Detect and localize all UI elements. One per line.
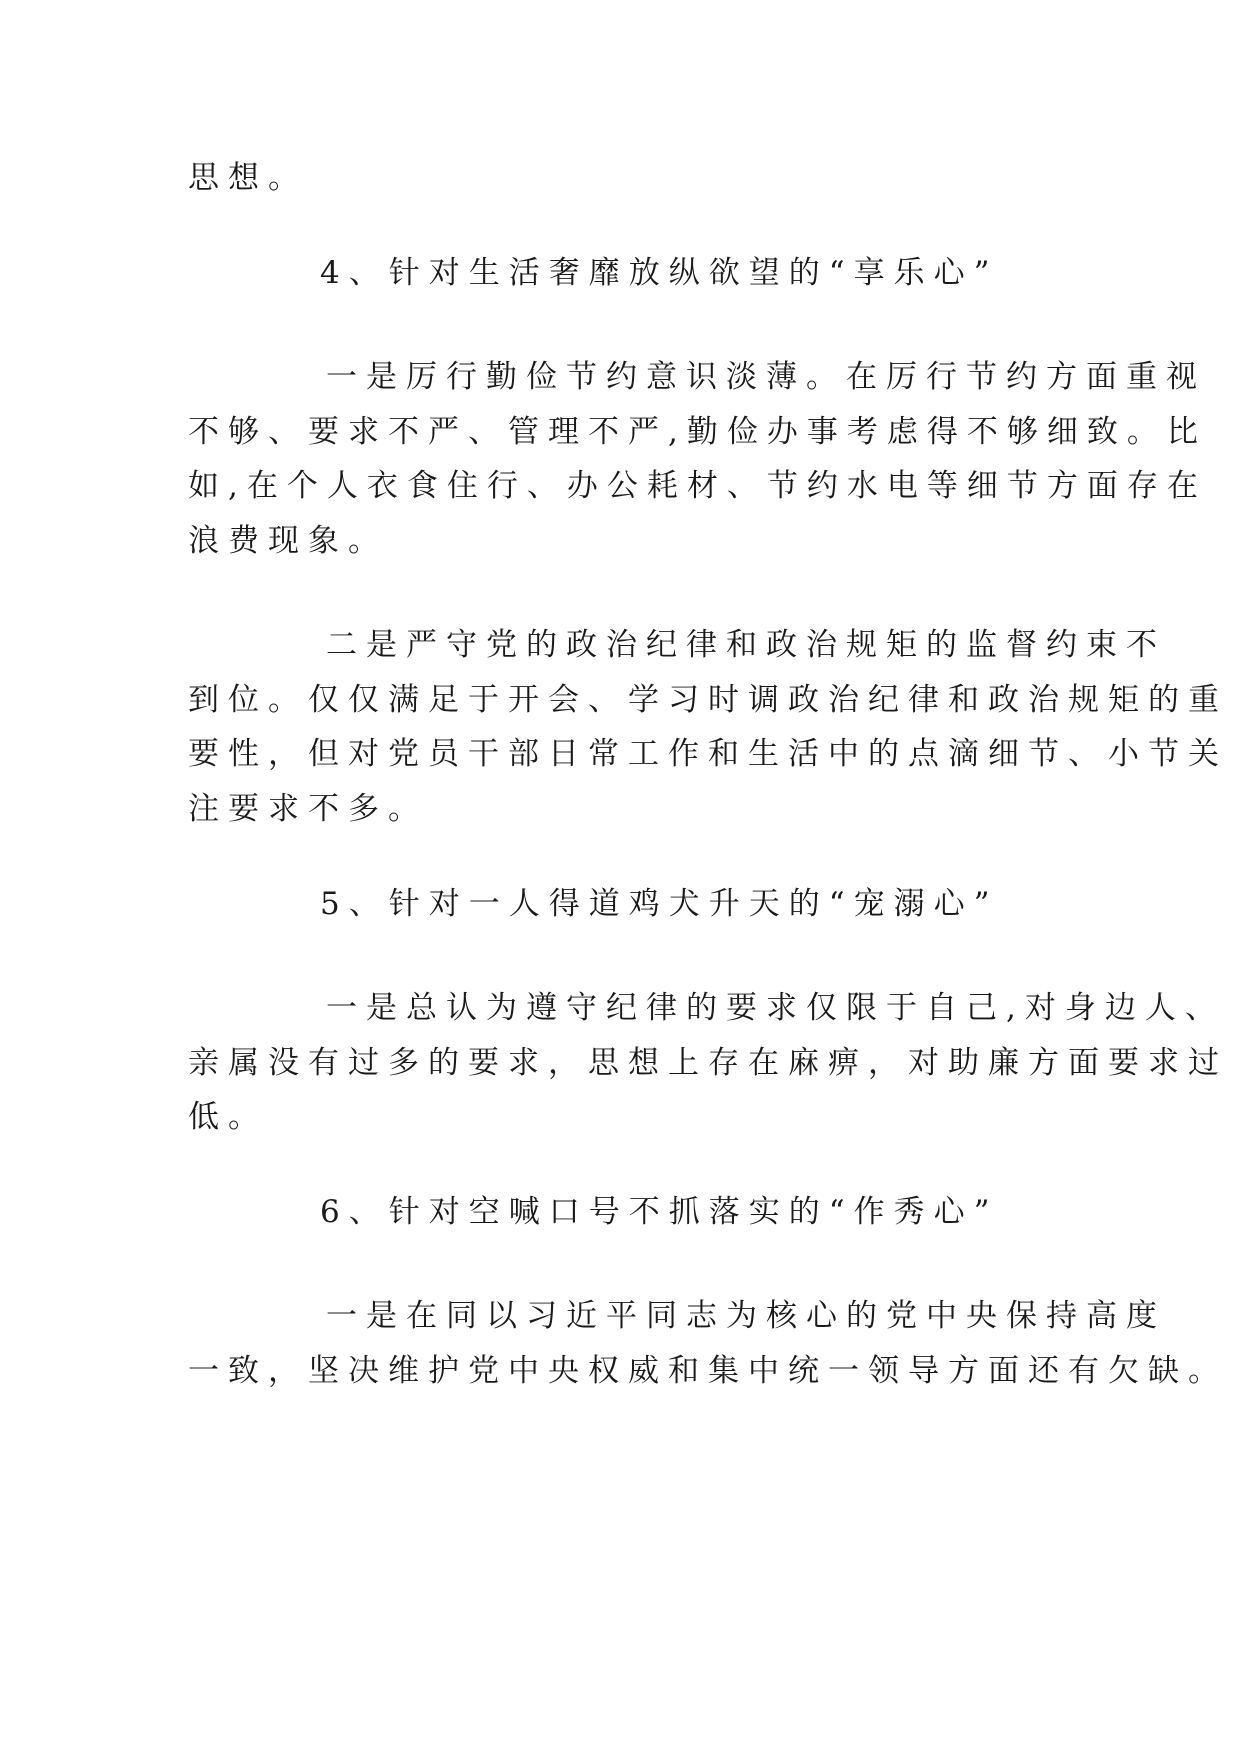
carry-over-text: 思想。 [188, 160, 308, 196]
section-4-para-2-line-1: 二是严守党的政治纪律和政治规矩的监督约束不 [326, 627, 1166, 663]
section-6-para-1-line-2: 一致，坚决维护党中央权威和集中统一领导方面还有欠缺。 [188, 1353, 1228, 1389]
section-6-para-1-line-1: 一是在同以习近平同志为核心的党中央保持高度 [326, 1298, 1166, 1334]
section-5-para-1-line-1: 一是总认为遵守纪律的要求仅限于自己,对身边人、 [326, 990, 1225, 1026]
section-6-heading: 6、针对空喊口号不抓落实的“作秀心” [320, 1194, 999, 1230]
section-5-para-1-line-2: 亲属没有过多的要求，思想上存在麻痹，对助廉方面要求过 [188, 1045, 1228, 1081]
section-5-heading: 5、针对一人得道鸡犬升天的“宠溺心” [320, 886, 999, 922]
section-4-para-1-line-3: 如,在个人衣食住行、办公耗材、节约水电等细节方面存在 [188, 468, 1207, 504]
section-4-heading: 4、针对生活奢靡放纵欲望的“享乐心” [320, 255, 999, 291]
section-4-para-1-line-1: 一是厉行勤俭节约意识淡薄。在厉行节约方面重视 [326, 359, 1206, 395]
section-4-para-2-line-3: 要性，但对党员干部日常工作和生活中的点滴细节、小节关 [188, 736, 1228, 772]
section-5-para-1-line-3: 低。 [188, 1099, 268, 1135]
section-4-para-2-line-2: 到位。仅仅满足于开会、学习时调政治纪律和政治规矩的重 [188, 682, 1228, 718]
section-4-para-2-line-4: 注要求不多。 [188, 791, 428, 827]
section-4-para-1-line-4: 浪费现象。 [188, 523, 388, 559]
section-4-para-1-line-2: 不够、要求不严、管理不严,勤俭办事考虑得不够细致。比 [188, 414, 1207, 450]
